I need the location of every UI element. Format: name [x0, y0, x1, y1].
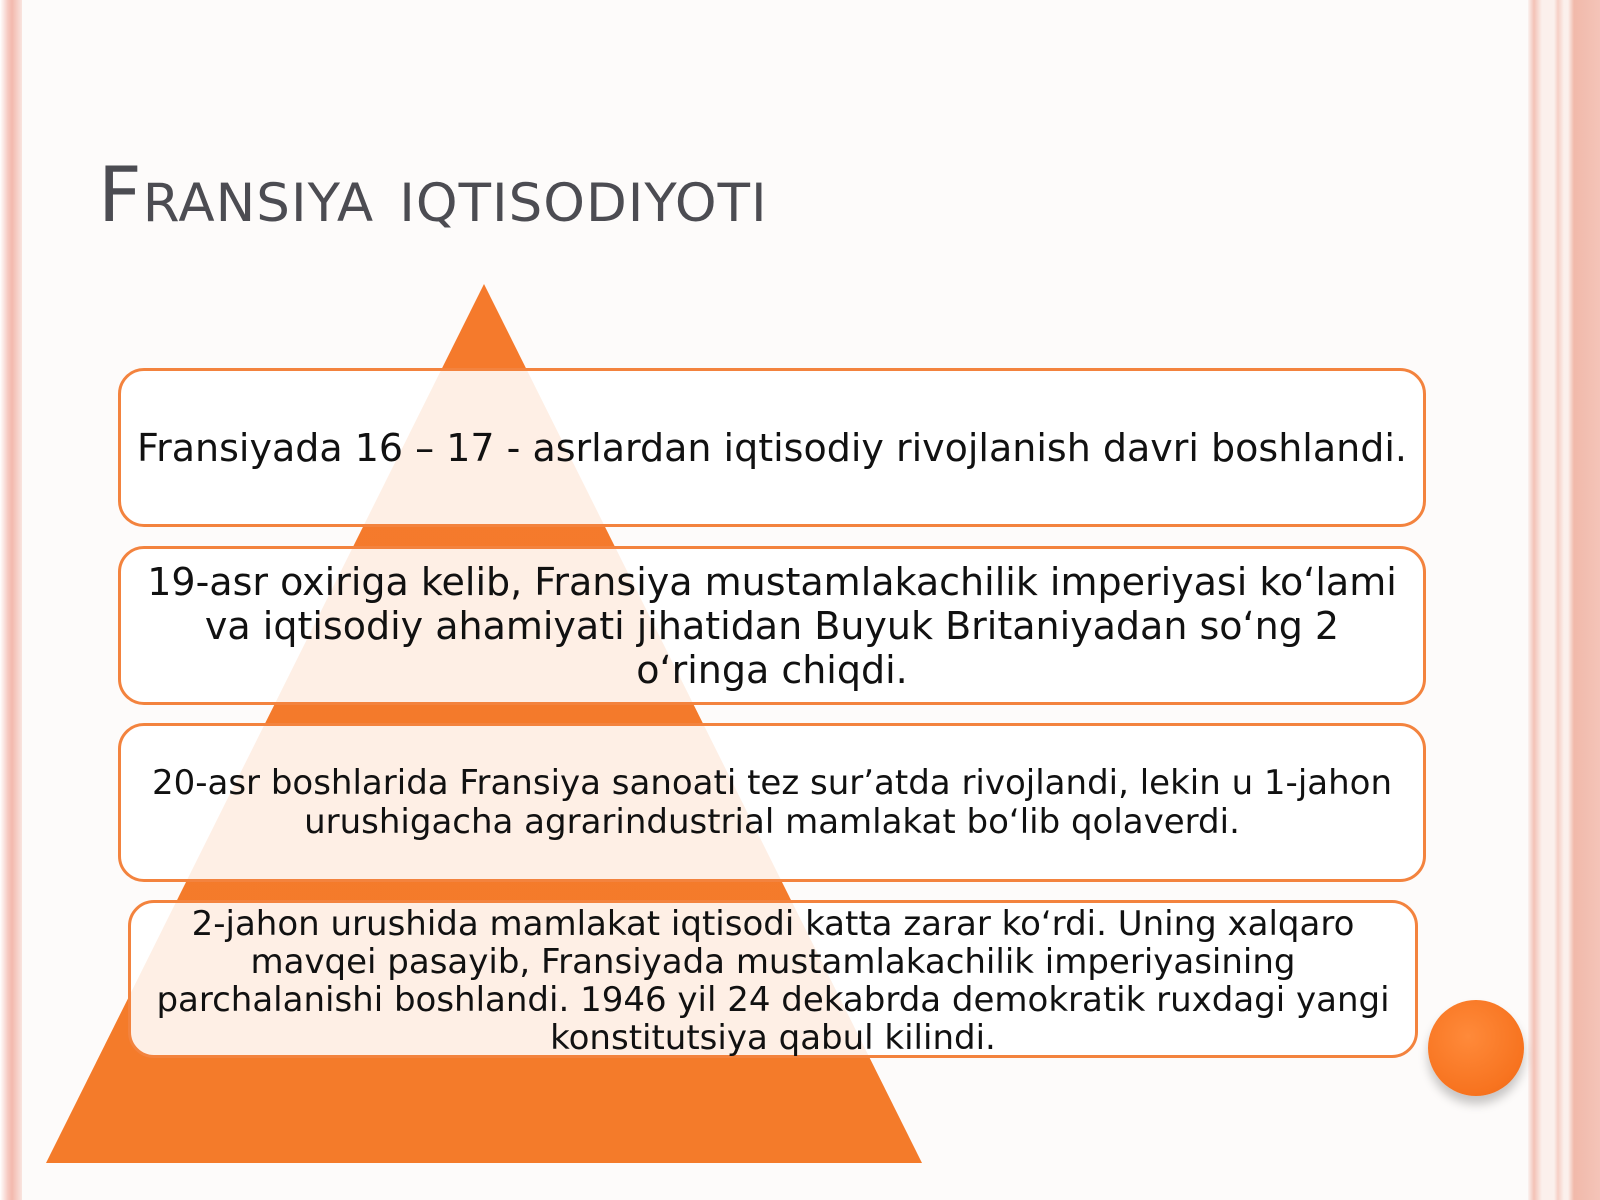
pyramid-level-2: [118, 546, 1426, 705]
pyramid-level-4: [128, 900, 1418, 1058]
pyramid-level-1: [118, 368, 1426, 527]
pyramid-level-1-text: Fransiyada 16 – 17 - asrlardan iqtisodiy rivojlanish davri boshlandi.: [137, 425, 1407, 470]
slide-title: Fransiya iqtisodiyoti: [98, 150, 768, 239]
pyramid-level-2-text: 19-asr oxiriga kelib, Fransiya mustamlakachilik imperiyasi ko‘lami va iqtisodiy ahamiyati jihatidan Buyuk Britaniyadan so‘ng 2 o‘ringa chiqdi.: [147, 559, 1397, 692]
orange-circle-icon: [1428, 1000, 1524, 1096]
pyramid-level-3-text: 20-asr boshlarida Fransiya sanoati tez sur’atda rivojlandi, lekin u 1-jahon urushigacha agrarindustrial mamlakat bo‘lib qolaverdi.: [151, 762, 1393, 842]
pyramid-level-3: [118, 723, 1426, 882]
pyramid-level-4-text: 2-jahon urushida mamlakat iqtisodi katta zarar ko‘rdi. Uning xalqaro mavqei pasayib, Fransiyada mustamlakachilik imperiyasining parchalanishi boshlandi. 1946 yil 24 dekabrda demokratik ruxdagi yangi konstitutsiya qabul kilindi.: [156, 904, 1390, 1058]
